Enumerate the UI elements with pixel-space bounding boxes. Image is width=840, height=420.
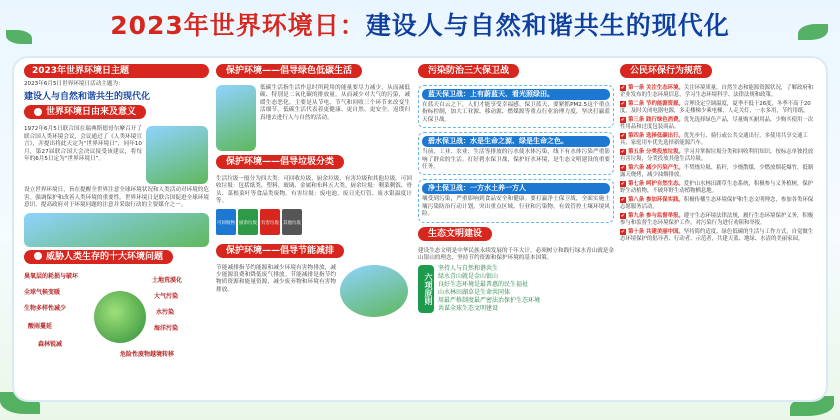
origin-heading-text: 世界环境日由来及意义	[46, 107, 137, 118]
sort-text: 生活垃圾一般分为四大类：可回收垃圾、厨余垃圾、有害垃圾和其他垃圾。可回收垃圾：包括纸类、塑料、玻璃、金属和布料五大类。厨余垃圾：剩菜剩饭、骨头、菜根菜叶等食品类废物。有害垃圾：废电池、废日光灯管、废水银温度计等。	[216, 176, 412, 205]
meaning-text: 设立世界环境日，旨在提醒全世界注意全球环境状况和人类活动对环境的危害。强调保护和改善人类环境的重要性。世界环境日是联合国促进全球环境意识、提高政府对于环境问题的注意并采取行动的主要媒介之一。	[24, 187, 209, 209]
bin-recyclable: 可回收物	[216, 209, 236, 235]
rule-text: 关注环境质量，自然生态和能源资源状况，了解政府和企业发布的生态环境信息，学习生态环境科学、法律法规和政策。	[620, 85, 814, 98]
rule-item	[620, 165, 818, 179]
green-earth-image	[340, 265, 408, 317]
rule-item	[620, 101, 818, 115]
eco-item: 坚持人与自然和谐共生	[438, 265, 499, 273]
check-icon: ✔	[620, 133, 626, 139]
check-icon: ✔	[620, 229, 626, 235]
save-text: 节能减排指节约能源和减少环境有害物排放，减少能源浪费和降低废气排放。节能减排是指节约物质资源和能量资源，减少废弃物和环境有害物排放。	[216, 264, 336, 293]
rule-head: 第九条 参与监督举报。	[628, 213, 684, 219]
rule-item	[620, 117, 818, 131]
rule-item	[620, 149, 818, 163]
title-theme: 建设人与自然和谐共生的现代化	[365, 11, 730, 40]
eco-principles	[418, 265, 614, 313]
threat-item: 大气污染	[154, 292, 179, 300]
eco-item: 山水林田湖草是生命共同体	[438, 289, 511, 297]
green-text: 低碳生活指生活作息时所耗用的能量要尽力减少，从而减低碳、特别是二氧化碳的排放量，从而减少对大气的污染，减缓生态恶化。主要是从节电、节气和回收三个环节来改变生活细节。低碳生活代表着更健康、更自然、更安全，返璞归真地去进行人与自然的活动。	[260, 85, 410, 121]
rule-item	[620, 229, 818, 243]
theme-slogan: 建设人与自然和谐共生的现代化	[24, 92, 151, 103]
rule-text: 合理设定空调温度，夏季不低于26度，冬季不高于20度，及时关闭电器电源，多走楼梯少乘电梯，人走关灯，一水多用，节约用纸。	[620, 101, 811, 114]
sort-heading: 保护环境——倡导垃圾分类	[216, 155, 344, 169]
rule-head: 第二条 节约能源资源。	[628, 101, 684, 107]
check-icon: ✔	[620, 213, 626, 219]
check-icon: ✔	[620, 197, 626, 203]
check-icon: ✔	[620, 181, 626, 187]
pollution-heading: 污染防治三大保卫战	[418, 64, 519, 78]
sky-box	[418, 85, 614, 128]
threat-item: 土地荒漠化	[152, 276, 183, 284]
bin-hazardous: 有害垃圾	[260, 209, 280, 235]
rule-text: 不焚烧垃圾、秸秆，少烧散煤，少燃放烟花爆竹，抵制露天烧烤，减少油烟排放。	[620, 165, 814, 178]
eco-item: 用最严格制度最严密法治保护生态环境	[438, 297, 541, 305]
threat-item: 生物多样性减少	[24, 304, 67, 312]
trash-bins	[216, 209, 412, 235]
rules-heading: 公民环保行为规范	[620, 64, 712, 78]
rule-item	[620, 133, 818, 147]
earth-hands-image	[146, 126, 208, 184]
water-text: 当前，工业、农业、生活等排放的污水使水体污染，线下有水体污染严重影响了群众的生活。打好碧水保卫战，保护好水环境，是生态文明建设的重要任务。	[422, 149, 610, 171]
green-heading: 保护环境——倡导绿色低碳生活	[216, 64, 362, 78]
rule-text: 积极传播生态环境保护和生态文明理念，参加各类环保志愿服务活动。	[620, 197, 814, 210]
rule-text: 优先选择绿色产品，尽量购买耐用品，少购买使用一次性用品和过度包装商品。	[620, 117, 814, 130]
eco-text: 建设生态文明是中华民族永续发展的千年大计。必须树立和践行绿水青山就是金山银山的理念，坚持节约资源和保护环境的基本国策。	[418, 247, 614, 262]
check-icon: ✔	[620, 85, 626, 91]
soil-heading: 净土保卫战：一方水土养一方人	[422, 183, 610, 194]
theme-heading: 2023年世界环境日主题	[24, 64, 209, 78]
save-heading: 保护环境——倡导节能减排	[216, 244, 344, 258]
green-city-image	[216, 85, 256, 151]
green-landscape-image	[24, 213, 209, 247]
check-icon: ✔	[620, 165, 626, 171]
origin-text: 1972年6月5日联合国在瑞典斯德哥尔摩召开了联合国人类环境会议，会议通过了《人类环境宣言》，并提出将此天定为“世界环境日”，同年10月，第27届联合国大会决议接受该建议，将每年的6月5日定为“世界环境日”。	[24, 126, 142, 163]
earth-icon	[34, 108, 42, 116]
warning-icon	[34, 252, 42, 260]
rule-head: 第三条 践行绿色消费。	[628, 117, 684, 123]
eco-tag: 六项原则	[418, 265, 434, 313]
globe-icon	[94, 291, 146, 343]
rule-head: 第一条 关注生态环境。	[628, 85, 684, 91]
eco-item: 共谋全球生态文明建设	[438, 305, 499, 313]
soil-text: 壤受到污染，严重影响到食品安全和健康。要打赢净土保卫战，全面实施土壤污染防治行动计划，突出重点区域、行业和污染物，有效管控土壤环境风险。	[422, 196, 610, 218]
column-theme	[24, 64, 209, 398]
threat-diagram	[24, 271, 209, 361]
eco-item: 良好生态环境是最普惠的民生福祉	[438, 281, 529, 289]
rule-text: 坚持简约适度、绿色低碳的生活与工作方式，自觉做生态环境保护的倡导者、行动者、示范者，共建天蓝、地绿、水清的美丽家园。	[620, 229, 814, 242]
rule-text: 优先步行、骑行或公共交通出行，多使用共享交通工具，家庭用车优先选择新能源汽车。	[620, 133, 808, 146]
sky-heading: 蓝天保卫战：上有蔚蓝天、看光照绿田。	[422, 89, 610, 100]
rule-head: 第十条 共建美丽中国。	[628, 229, 684, 235]
threat-item: 海洋污染	[154, 324, 179, 332]
column-rules	[620, 64, 818, 398]
rule-text: 学习并掌握垃圾分类和回收利用知识，按标志单独投放有害垃圾，分类投放其他生活垃圾。	[620, 149, 814, 162]
rule-item	[620, 181, 818, 195]
eco-list	[438, 265, 540, 313]
eco-item: 绿水青山就是金山银山	[438, 273, 499, 281]
rule-head: 第八条 参加环保实践。	[628, 197, 684, 203]
rule-item	[620, 85, 818, 99]
threat-item: 全球气候变暖	[24, 288, 61, 296]
sky-text: 在蓝天白云之下，人们才能享受幸福感。保卫蓝天，要紧抓PM2.5这个重点指标控制，加大工业源、移动源、燃煤源等重点行业治理力度，坚决打赢蓝天保卫战。	[422, 102, 610, 123]
rule-item	[620, 197, 818, 211]
threat-item: 臭氧层的耗损与破坏	[24, 272, 79, 280]
page-title	[0, 6, 840, 42]
water-box	[418, 132, 614, 175]
rule-text: 遵守生态环境法律法规，履行生态环境保护义务，积极参与和监督生态环境保护工作，对污染行为进行劝阻和举报。	[620, 213, 814, 226]
column-pollution	[418, 64, 614, 398]
theme-intro: 2023年6月5日世界环境日活动主题为：	[24, 81, 124, 87]
rule-head: 第七条 呵护自然生态。	[628, 181, 684, 187]
origin-heading	[24, 105, 146, 119]
bin-other: 其他垃圾	[282, 209, 302, 235]
threat-item: 酸雨蔓延	[28, 322, 53, 330]
title-year: 2023年世界环境日：	[110, 11, 366, 40]
check-icon: ✔	[620, 101, 626, 107]
rule-head: 第六条 减少污染产生。	[628, 165, 684, 171]
threat-item: 森林锐减	[38, 340, 63, 348]
check-icon: ✔	[620, 149, 626, 155]
threat-item: 危险性废物越境转移	[120, 350, 175, 358]
check-icon: ✔	[620, 117, 626, 123]
rule-head: 第四条 选择低碳出行。	[628, 133, 684, 139]
rule-text: 爱护山水林田湖草生态系统，积极参与义务植树，保护野生动植物，不破坏野生动植物栖息地。	[620, 181, 814, 194]
column-protection	[216, 64, 412, 398]
bin-kitchen: 厨余垃圾	[238, 209, 258, 235]
water-heading: 碧水保卫战：水是生命之源、绿是生命之色。	[422, 136, 610, 147]
threat-item: 水污染	[156, 308, 175, 316]
threat-heading-text: 威胁人类生存的十大环境问题	[46, 251, 164, 262]
threat-heading	[24, 250, 173, 264]
eco-heading: 生态文明建设	[418, 227, 492, 241]
rule-head: 第五条 分类投放垃圾。	[628, 149, 684, 155]
rule-item	[620, 213, 818, 227]
soil-box	[418, 179, 614, 222]
